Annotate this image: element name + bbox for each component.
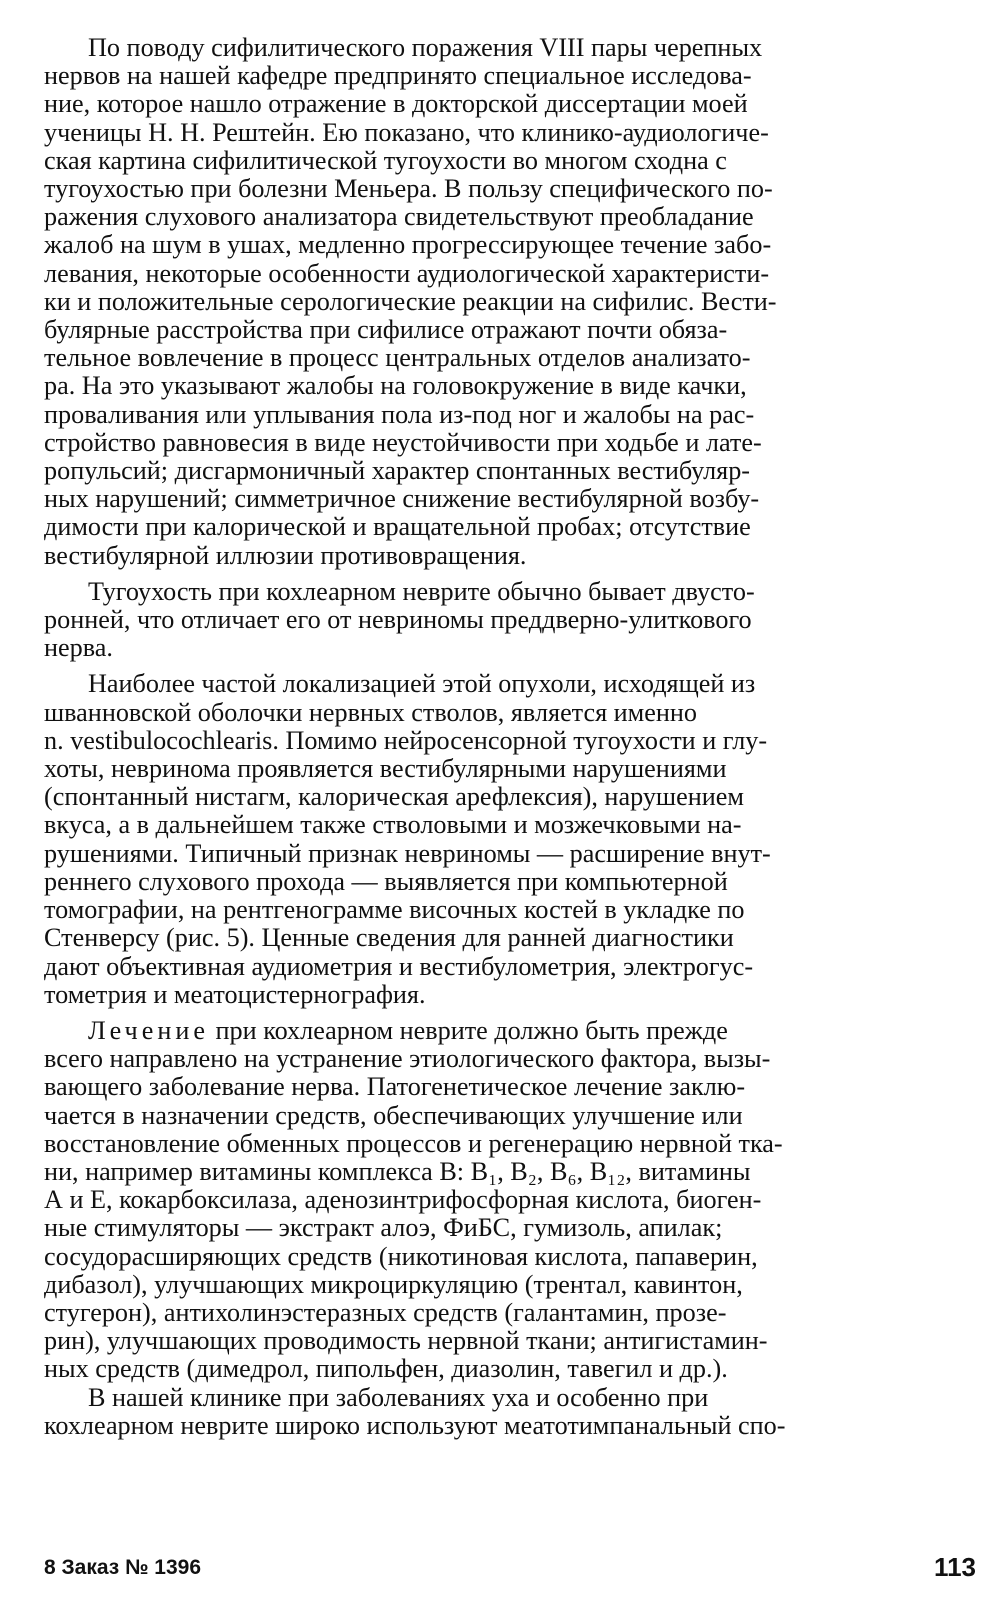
paragraph <box>44 1017 976 1384</box>
text-line: ражения слухового анализатора свидетельствуют преобладание <box>44 202 754 232</box>
text-line: булярные расстройства при сифилисе отражают почти обяза- <box>44 315 728 345</box>
text-line: вестибулярной иллюзии противовращения. <box>44 540 527 570</box>
text-line: ных средств (димедрол, пипольфен, диазолин, тавегил и др.). <box>44 1354 728 1384</box>
text-line: стугерон), антихолинэстеразных средств (галантамин, прозе- <box>44 1297 727 1327</box>
text-line: сосудорасширяющих средств (никотиновая кислота, папаверин, <box>44 1241 758 1271</box>
text-line: чается в назначении средств, обеспечивающих улучшение или <box>44 1100 743 1130</box>
text-line: По поводу сифилитического поражения VIII пары черепных <box>88 33 763 62</box>
text-line: Стенверсу (рис. 5). Ценные сведения для ранней диагностики <box>44 923 734 953</box>
text-line: нерва. <box>44 633 113 663</box>
text-line: ные стимуляторы — экстракт алоэ, ФиБС, гумизоль, апилак; <box>44 1213 723 1243</box>
text-line: жалоб на шум в ушах, медленно прогрессирующее течение забо- <box>44 230 772 260</box>
text-line: ропульсий; дисгармоничный характер спонтанных вестибуляр- <box>44 456 751 486</box>
page-footer <box>44 1552 976 1584</box>
text-line: ра. На это указывают жалобы на головокружение в виде качки, <box>44 371 747 401</box>
text-line: димости при калорической и вращательной пробах; отсутствие <box>44 512 751 542</box>
text-line: (спонтанный нистагм, калорическая арефлексия), нарушением <box>44 782 744 812</box>
text-line: восстановление обменных процессов и регенерацию нервной тка- <box>44 1128 783 1158</box>
text-line: проваливания или уплывания пола из-под ног и жалобы на рас- <box>44 399 755 429</box>
text-line: Наиболее частой локализацией этой опухоли, исходящей из <box>88 669 756 699</box>
text-line: томографии, на рентгенограмме височных костей в укладке по <box>44 895 745 925</box>
text-line: Тугоухость при кохлеарном неврите обычно бывает двусто- <box>88 576 755 606</box>
text-line: дибазол), улучшающих микроциркуляцию (трентал, кавинтон, <box>44 1269 743 1299</box>
text-line: n. vestibulocochlearis. Помимо нейросенсорной тугоухости и глу- <box>44 725 768 755</box>
text-line: ская картина сифилитической тугоухости во многом сходна с <box>44 145 727 175</box>
text-line: ние, которое нашло отражение в докторской диссертации моей <box>44 89 748 119</box>
text-line: рин), улучшающих проводимость нервной ткани; антигистамин- <box>44 1326 768 1356</box>
text-line: тугоухостью при болезни Меньера. В пользу специфического по- <box>44 174 773 204</box>
spaced-lead-word: Лечение <box>88 1015 209 1045</box>
text-line: нервов на нашей кафедре предпринято специальное исследова- <box>44 61 752 91</box>
text-line: ни, например витамины комплекса В: B₁, B₂, B₆, B₁₂, витамины <box>44 1156 751 1186</box>
text-line: реннего слухового прохода — выявляется при компьютерной <box>44 866 728 896</box>
text-line: дают объективная аудиометрия и вестибулометрия, электрогус- <box>44 951 754 981</box>
text-line: вающего заболевание нерва. Патогенетическое лечение заклю- <box>44 1072 746 1102</box>
page-body <box>44 34 976 1440</box>
text-line: рушениями. Типичный признак невриномы — расширение внут- <box>44 838 771 868</box>
text-line <box>44 1017 976 1045</box>
text-line: кохлеарном неврите широко используют меатотимпанальный спо- <box>44 1410 786 1440</box>
paragraph <box>44 578 976 663</box>
text-line: шванновской оболочки нервных стволов, является именно <box>44 697 697 727</box>
text-line: тельное вовлечение в процесс центральных отделов анализато- <box>44 343 751 373</box>
text-line-rest: при кохлеарном неврите должно быть прежде <box>209 1015 728 1045</box>
text-line: А и Е, кокарбоксилаза, аденозинтрифосфорная кислота, биоген- <box>44 1185 762 1215</box>
printer-signature: 8 Заказ № 1396 <box>44 1556 202 1579</box>
text-line: ки и положительные серологические реакции на сифилис. Вести- <box>44 286 777 316</box>
text-line: вкуса, а в дальнейшем также стволовыми и мозжечковыми на- <box>44 810 742 840</box>
text-line: ронней, что отличает его от невриномы преддверно-улиткового <box>44 605 752 635</box>
text-line: тометрия и меатоцистернография. <box>44 979 426 1009</box>
text-line: стройство равновесия в виде неустойчивости при ходьбе и лате- <box>44 427 762 457</box>
text-line: ных нарушений; симметричное снижение вестибулярной возбу- <box>44 484 760 514</box>
text-line: В нашей клинике при заболеваниях уха и особенно при <box>88 1382 709 1412</box>
text-line: левания, некоторые особенности аудиологической характеристи- <box>44 258 770 288</box>
paragraph <box>44 670 976 1008</box>
page-number: 113 <box>934 1552 976 1582</box>
paragraph <box>44 34 976 570</box>
text-line: всего направлено на устранение этиологического фактора, вызы- <box>44 1044 771 1074</box>
paragraph <box>44 1384 976 1440</box>
text-line: ученицы Н. Н. Рештейн. Ею показано, что клинико-аудиологиче- <box>44 117 769 147</box>
text-line: хоты, невринома проявляется вестибулярными нарушениями <box>44 754 727 784</box>
